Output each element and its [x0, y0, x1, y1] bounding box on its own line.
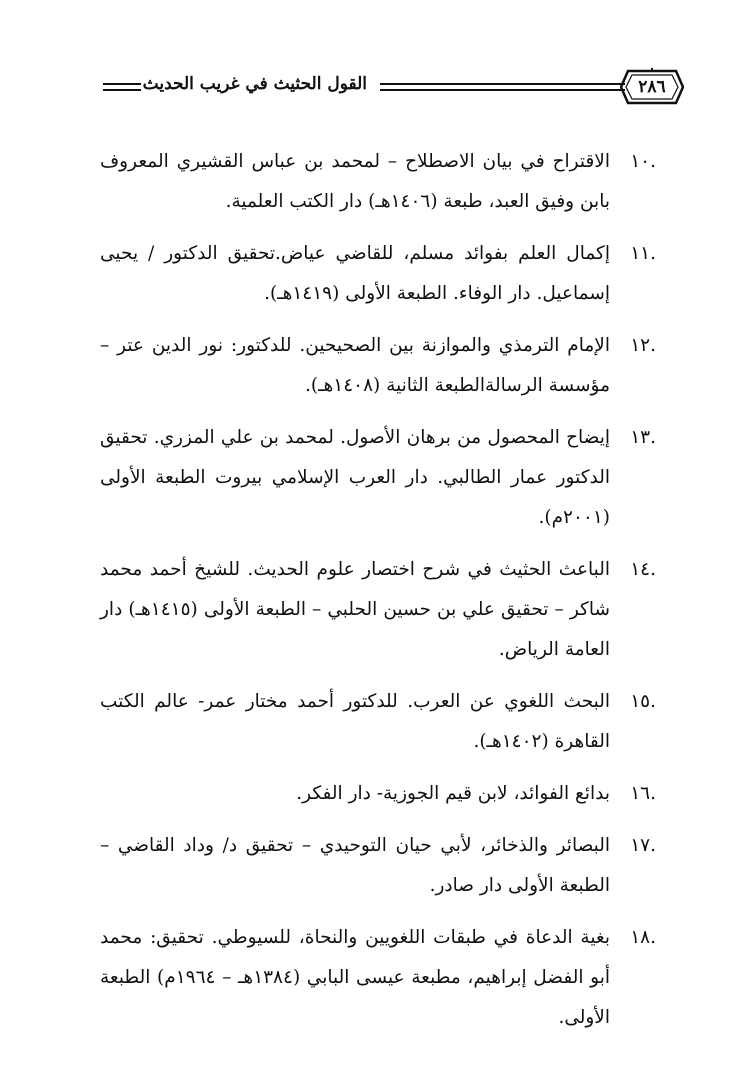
page-number-badge — [620, 68, 684, 106]
bibliography-entry — [100, 826, 656, 906]
header-left-double-rule — [103, 83, 141, 91]
entry-text: إيضاح المحصول من برهان الأصول. لمحمد بن علي المزري. تحقيق الدكتور عمار الطالبي. دار العرب الإسلامي بيروت الطبعة الأولى (٢٠٠١م). — [100, 427, 610, 528]
bibliography-entry — [100, 326, 656, 406]
entry-number: .١٧ — [630, 835, 656, 856]
entry-number: .١٣ — [630, 427, 656, 448]
bibliography-entry — [100, 418, 656, 538]
bibliography-entry — [100, 682, 656, 762]
entry-text: الإمام الترمذي والموازنة بين الصحيحين. للدكتور: نور الدين عتر – مؤسسة الرسالةالطبعة الثانية (١٤٠٨هـ). — [100, 335, 610, 396]
entry-number: .١٦ — [630, 783, 656, 804]
entry-number: .١١ — [630, 243, 656, 264]
bibliography-entry — [100, 142, 656, 222]
page-header — [95, 64, 695, 110]
entry-text: الباعث الحثيث في شرح اختصار علوم الحديث. للشيخ أحمد محمد شاكر – تحقيق علي بن حسين الحلبي – الطبعة الأولى (١٤١٥هـ) دار العامة الرياض. — [100, 559, 610, 660]
header-double-rule — [380, 83, 625, 91]
bibliography-entry — [100, 550, 656, 670]
entry-text: بغية الدعاة في طبقات اللغويين والنحاة، للسيوطي. تحقيق: محمد أبو الفضل إبراهيم، مطبعة عيسى البابي (١٣٨٤هـ – ١٩٦٤م) الطبعة الأولى. — [100, 927, 610, 1028]
entry-number: .١٤ — [630, 559, 656, 580]
entry-text: البحث اللغوي عن العرب. للدكتور أحمد مختار عمر- عالم الكتب القاهرة (١٤٠٢هـ). — [100, 691, 610, 752]
entry-number: .١٥ — [630, 691, 656, 712]
bibliography-entry — [100, 918, 656, 1038]
entry-number: .١٢ — [630, 335, 656, 356]
bibliography-entry — [100, 234, 656, 314]
entry-text: بدائع الفوائد، لابن قيم الجوزية- دار الفكر. — [296, 783, 610, 804]
page-number: ٢٨٦ — [638, 77, 666, 97]
entry-number: .١٨ — [630, 927, 656, 948]
entry-text: الاقتراح في بيان الاصطلاح – لمحمد بن عباس القشيري المعروف بابن وفيق العبد، طبعة (١٤٠٦هـ) دار الكتب العلمية. — [100, 151, 610, 212]
entry-text: إكمال العلم بفوائد مسلم، للقاضي عياض.تحقيق الدكتور / يحيى إسماعيل. دار الوفاء. الطبعة الأولى (١٤١٩هـ). — [100, 243, 610, 304]
entry-number: .١٠ — [630, 151, 656, 172]
bibliography-list — [100, 142, 656, 1050]
entry-text: البصائر والذخائر، لأبي حيان التوحيدي – تحقيق د/ وداد القاضي – الطبعة الأولى دار صادر. — [100, 835, 610, 896]
running-title: القول الحثيث في غريب الحديث — [142, 74, 367, 94]
bibliography-entry — [100, 774, 656, 814]
